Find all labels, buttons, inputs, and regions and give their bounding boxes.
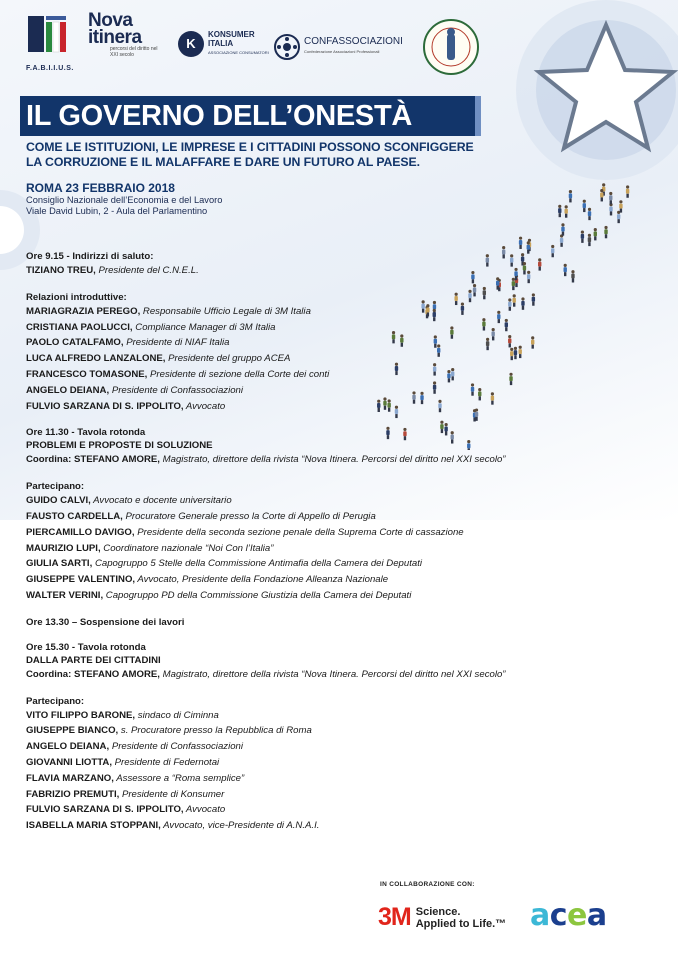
coordinator-role: Magistrato, direttore della rivista “Nova Itinera. Percorsi del diritto nel XXI secolo” xyxy=(159,668,506,680)
person-figure xyxy=(588,208,591,220)
speaker-role: Presidente della seconda sezione penale della Suprema Corte di cassazione xyxy=(134,526,464,538)
confassociazioni-logo xyxy=(274,34,403,60)
list-item xyxy=(26,818,626,834)
person-figure xyxy=(594,228,597,240)
list-item xyxy=(26,708,626,724)
round2-topic: DALLA PARTE DEI CITTADINI xyxy=(26,654,161,666)
nova-tagline: percorsi del diritto nel XXI secolo xyxy=(110,46,158,58)
speaker-role: Presidente del gruppo ACEA xyxy=(165,353,291,365)
list-item xyxy=(26,802,626,818)
list-item xyxy=(26,739,626,755)
event-location-line1: Consiglio Nazionale dell’Economia e del Lavoro xyxy=(26,195,223,205)
speaker-role: Assessore a “Roma semplice” xyxy=(113,772,245,784)
round1-heading: Ore 11.30 - Tavola rotonda xyxy=(26,427,146,439)
coordinator-label: Coordina: STEFANO AMORE, xyxy=(26,668,160,680)
speaker-role: Compliance Manager di 3M Italia xyxy=(132,321,276,333)
round1-topic: PROBLEMI E PROPOSTE DI SOLUZIONE xyxy=(26,440,213,452)
speaker-name: FLAVIA MARZANO, xyxy=(26,772,114,784)
round1-panel-heading: Partecipano: xyxy=(26,481,85,493)
list-item xyxy=(26,588,626,604)
person-figure xyxy=(583,200,586,212)
person-figure xyxy=(569,190,572,202)
speaker-role: Responsabile Ufficio Legale di 3M Italia xyxy=(140,305,311,317)
person-figure xyxy=(519,237,522,249)
list-item xyxy=(26,525,626,541)
speaker-name: MARIAGRAZIA PEREGO, xyxy=(26,305,141,317)
speaker-role: Avvocato, vice-Presidente di A.N.A.I. xyxy=(160,820,320,832)
list-item xyxy=(26,755,626,771)
speaker-name: GUIDO CALVI, xyxy=(26,495,91,507)
speaker-role: Capogruppo 5 Stelle della Commissione Antimafia della Camera dei Deputati xyxy=(92,558,423,570)
fabiius-flag-icon xyxy=(26,12,70,58)
list-item xyxy=(26,320,626,336)
3m-tagline-1: Science. xyxy=(415,905,461,918)
round2-coordinator xyxy=(26,667,626,683)
person-figure xyxy=(626,185,629,197)
round1-panel xyxy=(26,480,626,604)
confassociazioni-name: CONFASSOCIAZIONI xyxy=(304,36,403,47)
speaker-role: Avvocato, Presidente della Fondazione Alleanza Nazionale xyxy=(135,574,389,586)
speaker-name: FAUSTO CARDELLA, xyxy=(26,510,123,522)
konsumer-mark: K xyxy=(178,31,204,57)
person-figure xyxy=(588,234,591,246)
konsumer-line2: ITALIA xyxy=(208,39,234,48)
konsumer-line1: KONSUMER xyxy=(208,30,255,39)
unione-seal-logo xyxy=(422,18,480,76)
nova-itinera-logo xyxy=(88,12,160,58)
speaker-role: Presidente di Confassociazioni xyxy=(109,384,244,396)
list-item xyxy=(26,771,626,787)
person-figure xyxy=(560,234,563,246)
subtitle xyxy=(26,140,496,170)
nova-line2: itinera xyxy=(88,27,142,48)
speaker-name: ANGELO DEIANA, xyxy=(26,741,110,753)
speaker-name: PAOLO CATALFAMO, xyxy=(26,337,124,349)
coordinator-label: Coordina: STEFANO AMORE, xyxy=(26,454,160,466)
speaker-role: Coordinatore nazionale “Noi Con l’Italia” xyxy=(100,542,274,554)
subtitle-line1: COME LE ISTITUZIONI, LE IMPRESE E I CITTADINI POSSONO SCONFIGGERE xyxy=(26,140,474,154)
person-figure xyxy=(617,211,620,223)
greetings-section xyxy=(26,250,626,279)
speaker-name: LUCA ALFREDO LANZALONE, xyxy=(26,353,166,365)
event-info xyxy=(26,181,222,217)
speaker-role: Presidente del C.N.E.L. xyxy=(95,265,199,276)
speaker-role: Presidente di Federnotai xyxy=(111,756,220,768)
3m-tagline-2: Applied to Life.™ xyxy=(415,917,507,930)
speaker-name: GIUSEPPE VALENTINO, xyxy=(26,574,136,586)
speaker-name: CRISTIANA PAOLUCCI, xyxy=(26,321,133,333)
list-item xyxy=(26,367,626,383)
page-title: IL GOVERNO DELL’ONESTÀ xyxy=(26,100,413,132)
confassociazioni-icon xyxy=(274,34,300,60)
fabiius-name: F.A.B.I.I.U.S. xyxy=(26,65,74,72)
acea-letter: e xyxy=(567,898,587,933)
konsumer-logo xyxy=(178,30,269,57)
list-item xyxy=(26,787,626,803)
title-band xyxy=(20,96,475,136)
list-item xyxy=(26,541,626,557)
3m-logo xyxy=(378,903,506,932)
list-item xyxy=(26,383,626,399)
speaker-role: Presidente di NIAF Italia xyxy=(123,337,230,349)
fabiius-logo xyxy=(26,12,74,74)
person-figure xyxy=(581,230,584,242)
collab-label: IN COLLABORAZIONE CON: xyxy=(380,881,475,888)
greetings-heading: Ore 9.15 - Indirizzi di saluto: xyxy=(26,251,154,262)
list-item xyxy=(26,351,626,367)
speaker-name: ANGELO DEIANA, xyxy=(26,384,110,396)
break-heading: Ore 13.30 – Sospensione dei lavori xyxy=(26,616,185,628)
round2-panel xyxy=(26,695,626,834)
list-item xyxy=(26,304,626,320)
round1-coordinator xyxy=(26,452,626,468)
speaker-role: Avvocato xyxy=(183,804,226,816)
speaker-name: GIOVANNI LIOTTA, xyxy=(26,756,112,768)
person-figure xyxy=(609,192,612,204)
speaker-role: Presidente di sezione della Corte dei conti xyxy=(147,368,330,380)
acea-letter: c xyxy=(549,898,568,933)
konsumer-sub: ASSOCIAZIONE CONSUMATORI xyxy=(208,50,269,55)
event-date: ROMA 23 FEBBRAIO 2018 xyxy=(26,181,175,195)
round1-section xyxy=(26,426,626,468)
person-figure xyxy=(558,205,561,217)
list-item xyxy=(26,556,626,572)
intro-heading: Relazioni introduttive: xyxy=(26,291,127,303)
3m-mark: 3M xyxy=(378,903,411,931)
speaker-role: sindaco di Ciminna xyxy=(135,709,219,721)
round2-panel-heading: Partecipano: xyxy=(26,695,85,707)
acea-letter: a xyxy=(586,898,607,933)
speaker-role: Capogruppo PD della Commissione Giustizia della Camera dei Deputati xyxy=(103,589,412,601)
confassociazioni-sub: Confederazione Associazioni Professionali xyxy=(304,49,380,54)
speaker-role: Presidente di Confassociazioni xyxy=(109,741,244,753)
list-item xyxy=(26,572,626,588)
list-item xyxy=(26,263,626,279)
event-location-line2: Viale David Lubin, 2 - Aula del Parlamentino xyxy=(26,206,208,216)
program xyxy=(26,250,626,834)
speaker-name: MAURIZIO LUPI, xyxy=(26,542,101,554)
speaker-name: WALTER VERINI, xyxy=(26,589,104,601)
speaker-role: Avvocato xyxy=(183,400,226,412)
speaker-role: Presidente di Konsumer xyxy=(119,788,225,800)
speaker-name: ISABELLA MARIA STOPPANI, xyxy=(26,820,161,832)
subtitle-line2: LA CORRUZIONE E IL MALAFFARE E DARE UN FUTURO AL PAESE. xyxy=(26,155,420,169)
round2-heading: Ore 15.30 - Tavola rotonda xyxy=(26,641,146,653)
coordinator-role: Magistrato, direttore della rivista “Nova Itinera. Percorsi del diritto nel XXI secolo” xyxy=(159,454,506,466)
person-figure xyxy=(604,226,607,238)
speaker-name: FABRIZIO PREMUTI, xyxy=(26,788,120,800)
intro-section xyxy=(26,291,626,415)
speaker-role: s. Procuratore presso la Repubblica di Roma xyxy=(118,725,312,737)
speaker-name: VITO FILIPPO BARONE, xyxy=(26,709,136,721)
speaker-name: GIULIA SARTI, xyxy=(26,558,93,570)
speaker-name: PIERCAMILLO DAVIGO, xyxy=(26,526,135,538)
list-item xyxy=(26,493,626,509)
acea-letter: a xyxy=(530,898,550,933)
speaker-role: Procuratore Generale presso la Corte di Appello di Perugia xyxy=(122,510,376,522)
list-item xyxy=(26,509,626,525)
person-figure xyxy=(609,203,612,215)
acea-logo xyxy=(530,898,607,933)
speaker-name: FULVIO SARZANA DI S. IPPOLITO, xyxy=(26,400,184,412)
round2-section xyxy=(26,641,626,683)
speaker-name: TIZIANO TREU, xyxy=(26,265,96,276)
list-item xyxy=(26,399,626,415)
break-section xyxy=(26,616,626,629)
speaker-name: FULVIO SARZANA DI S. IPPOLITO, xyxy=(26,804,184,816)
person-figure xyxy=(600,189,603,201)
speaker-role: Avvocato e docente universitario xyxy=(90,495,232,507)
person-figure xyxy=(561,223,564,235)
speaker-name: FRANCESCO TOMASONE, xyxy=(26,368,148,380)
person-figure xyxy=(619,200,622,212)
nova-line1: Nova xyxy=(88,10,133,31)
person-figure xyxy=(564,205,567,217)
speaker-name: GIUSEPPE BIANCO, xyxy=(26,725,119,737)
list-item xyxy=(26,335,626,351)
list-item xyxy=(26,723,626,739)
